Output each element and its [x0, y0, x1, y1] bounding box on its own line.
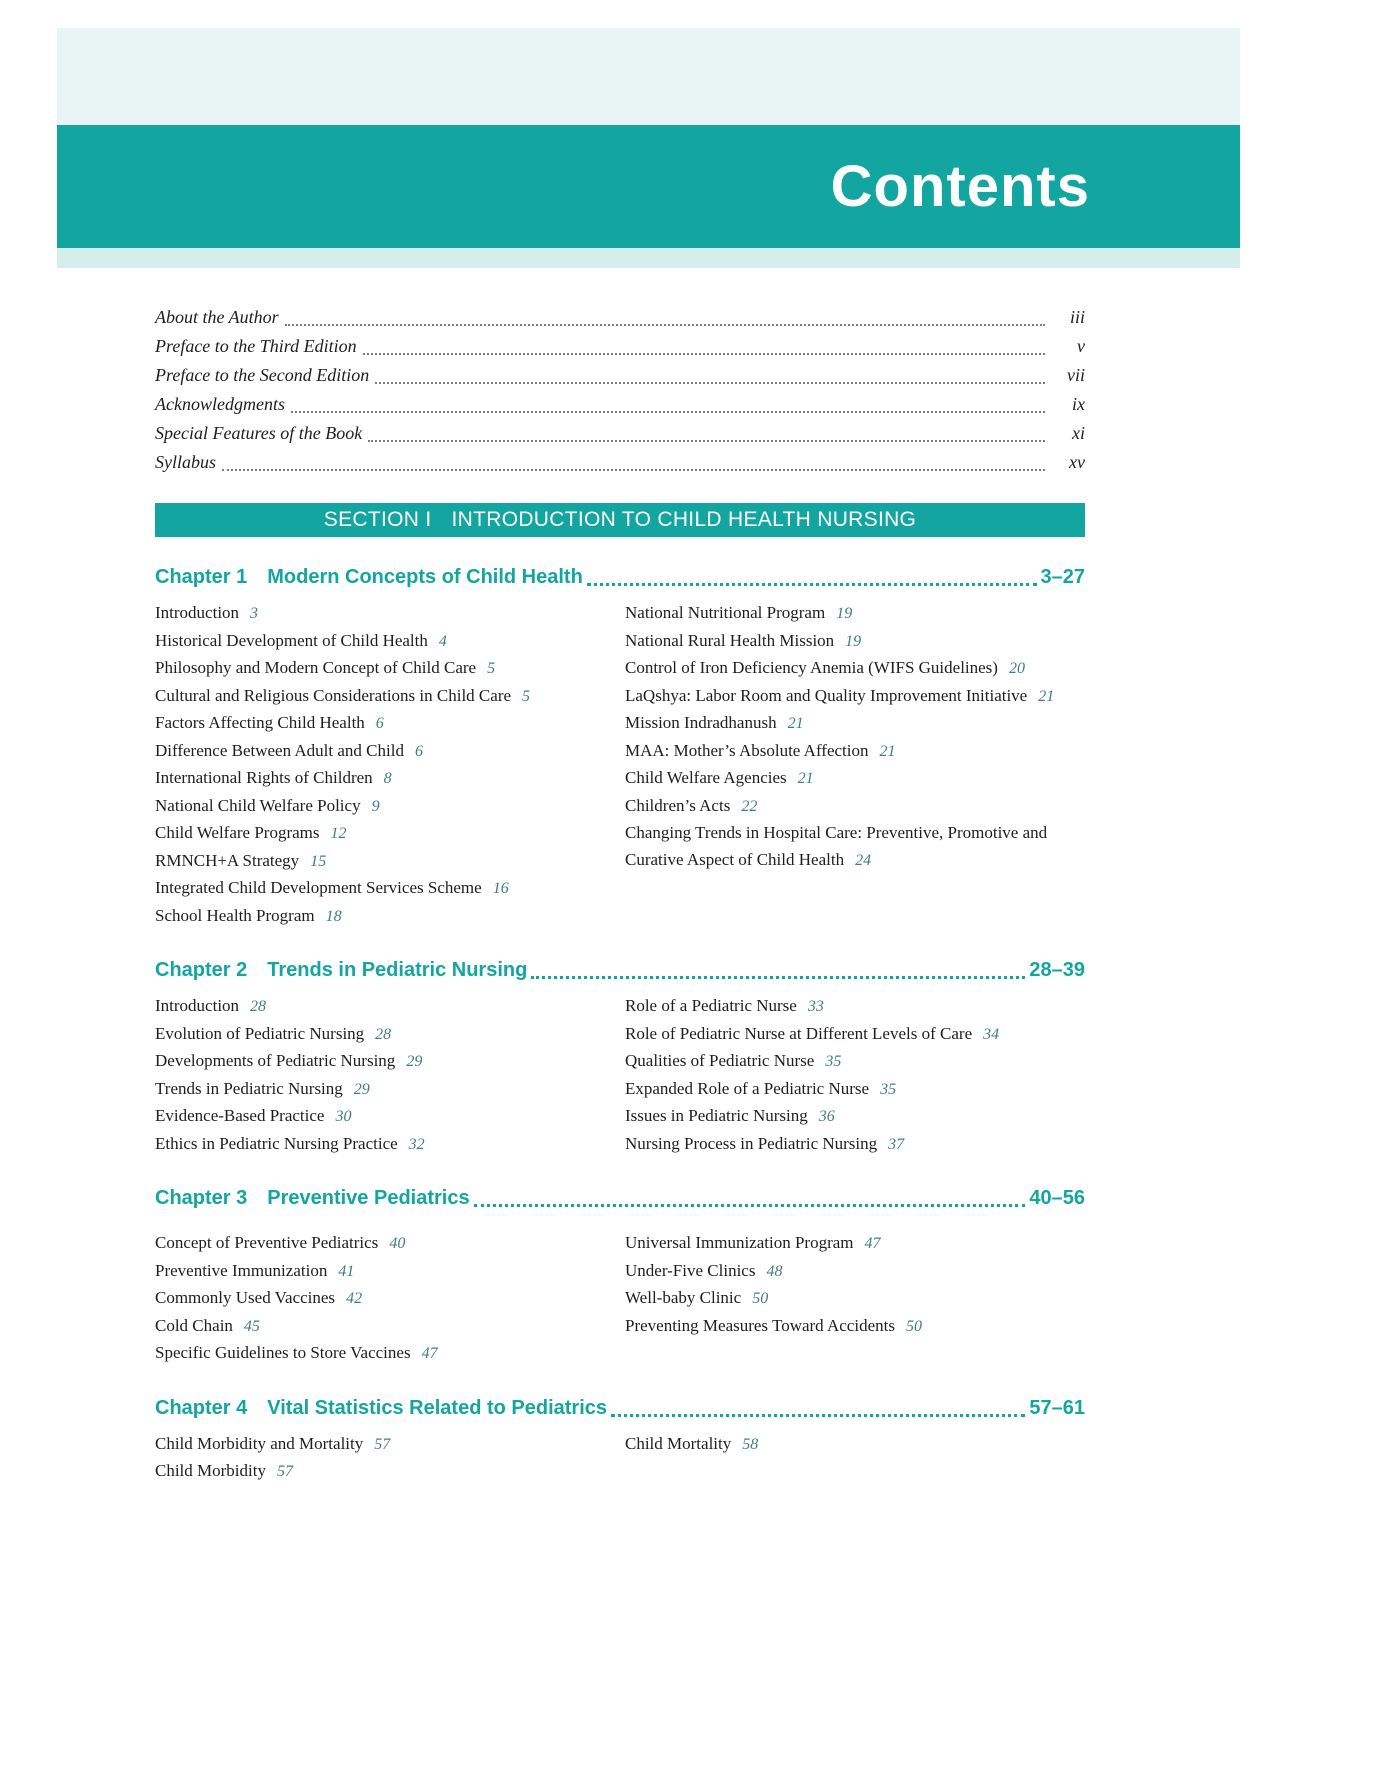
topic-page: 21 — [1038, 687, 1055, 705]
topic-row — [625, 765, 1085, 793]
topic-page: 3 — [250, 605, 259, 622]
topic-label: Integrated Child Development Services Scheme — [155, 878, 482, 897]
topic-page: 21 — [787, 715, 804, 732]
front-matter-label: Preface to the Second Edition — [155, 365, 370, 385]
topic-row — [155, 738, 600, 766]
topic-label: Child Mortality — [625, 1433, 732, 1453]
topic-label: Historical Development of Child Health — [155, 630, 428, 650]
topic-row — [155, 1230, 600, 1258]
topic-page: 35 — [880, 1080, 897, 1098]
topic-page: 29 — [406, 1053, 423, 1070]
leader-dots — [291, 411, 1045, 413]
chapter-topics — [155, 993, 1085, 1158]
topics-column-left — [155, 1230, 600, 1368]
topic-row — [625, 1313, 1085, 1341]
topic-page: 42 — [346, 1290, 363, 1307]
topic-row — [155, 1048, 600, 1076]
topic-page: 19 — [836, 605, 853, 622]
topic-page: 4 — [438, 632, 447, 650]
chapter-block — [155, 957, 1085, 1158]
topic-page: 30 — [335, 1108, 352, 1125]
topic-row — [155, 1285, 600, 1313]
topic-label: Trends in Pediatric Nursing — [155, 1078, 343, 1098]
chapter-leader-dots — [474, 1204, 1026, 1207]
topic-label: Child Morbidity — [155, 1461, 266, 1480]
topic-row — [625, 683, 1085, 711]
topic-page: 22 — [741, 797, 758, 815]
section-label: SECTION I — [323, 508, 432, 531]
topic-row — [155, 848, 600, 876]
topic-page: 29 — [353, 1080, 370, 1098]
leader-dots — [363, 353, 1045, 355]
topic-page: 32 — [408, 1135, 425, 1153]
chapter-page-range: 3–27 — [1040, 566, 1085, 588]
topic-page: 12 — [330, 825, 347, 842]
topic-row — [625, 1021, 1085, 1049]
chapter-leader-dots — [531, 976, 1025, 979]
topic-page: 36 — [818, 1108, 835, 1125]
chapter-heading — [155, 957, 1085, 984]
topic-row — [625, 1431, 1085, 1459]
chapter-block — [155, 564, 1085, 930]
front-matter-page: ix — [1072, 394, 1085, 414]
topic-page: 50 — [905, 1317, 922, 1335]
topic-label: Evidence-Based Practice — [155, 1106, 325, 1125]
topic-row — [155, 1131, 600, 1159]
topic-page: 45 — [243, 1317, 260, 1335]
topic-label: Issues in Pediatric Nursing — [625, 1106, 808, 1125]
topic-page: 50 — [752, 1290, 769, 1307]
topic-label: National Rural Health Mission — [625, 630, 835, 650]
leader-dots — [375, 382, 1045, 384]
topics-column-right — [625, 993, 1085, 1158]
topics-column-left — [155, 993, 600, 1158]
topic-label: School Health Program — [155, 905, 315, 925]
topic-label: Child Welfare Programs — [155, 823, 320, 842]
banner-accent-strip — [57, 248, 1240, 268]
topic-page: 5 — [522, 687, 531, 705]
topic-label: Cultural and Religious Considerations in Child Care — [155, 685, 512, 705]
topic-page: 6 — [414, 742, 423, 760]
topic-row — [155, 765, 600, 793]
topic-row — [155, 1258, 600, 1286]
chapter-heading — [155, 1185, 1085, 1212]
topic-label: Commonly Used Vaccines — [155, 1288, 336, 1307]
front-matter-row — [155, 332, 1085, 361]
banner-top-tint — [57, 28, 1240, 125]
topic-row — [625, 1285, 1085, 1313]
topic-label: International Rights of Children — [155, 768, 373, 787]
topic-page: 57 — [276, 1463, 293, 1480]
chapter-list — [155, 564, 1085, 1486]
front-matter-page: xi — [1072, 423, 1085, 443]
topic-row — [625, 1048, 1085, 1076]
chapter-block — [155, 1395, 1085, 1486]
topic-page: 48 — [766, 1262, 783, 1280]
topic-label: Well-baby Clinic — [625, 1288, 742, 1307]
topic-row — [155, 710, 600, 738]
topic-row — [625, 1103, 1085, 1131]
topic-row — [625, 600, 1085, 628]
topic-label: Role of Pediatric Nurse at Different Levels of Care — [625, 1023, 973, 1043]
chapter-title: Modern Concepts of Child Health — [267, 566, 583, 588]
topic-label: Evolution of Pediatric Nursing — [155, 1023, 365, 1043]
topics-column-right — [625, 1431, 1085, 1486]
front-matter-label: Syllabus — [155, 452, 216, 472]
topic-label: Expanded Role of a Pediatric Nurse — [625, 1078, 870, 1098]
topic-row — [155, 628, 600, 656]
front-matter-row — [155, 419, 1085, 448]
topic-page: 8 — [383, 770, 392, 787]
chapter-number: Chapter 1 — [155, 566, 248, 588]
topic-row — [625, 793, 1085, 821]
topic-page: 47 — [864, 1235, 881, 1252]
topic-label: Specific Guidelines to Store Vaccines — [155, 1343, 411, 1362]
topic-label: Qualities of Pediatric Nurse — [625, 1051, 815, 1070]
topic-label: MAA: Mother’s Absolute Affection — [625, 740, 869, 760]
topic-page: 47 — [421, 1345, 438, 1362]
page-title: Contents — [830, 154, 1090, 219]
topic-page: 9 — [371, 797, 380, 815]
chapter-leader-dots — [587, 583, 1037, 586]
topic-row — [155, 683, 600, 711]
topics-column-left — [155, 1431, 600, 1486]
front-matter-list — [155, 303, 1085, 477]
front-matter-row — [155, 448, 1085, 477]
front-matter-page: iii — [1069, 307, 1085, 327]
topic-label: Factors Affecting Child Health — [155, 713, 365, 732]
topic-row — [155, 1076, 600, 1104]
topic-label: Cold Chain — [155, 1315, 233, 1335]
topic-label: Role of a Pediatric Nurse — [625, 996, 797, 1015]
topic-label: Introduction — [155, 603, 240, 622]
topic-row — [155, 1458, 600, 1486]
topic-row — [155, 875, 600, 903]
topic-row — [155, 600, 600, 628]
topic-label: Introduction — [155, 996, 240, 1015]
topic-row — [155, 1103, 600, 1131]
topic-label: RMNCH+A Strategy — [155, 850, 300, 870]
topic-row — [625, 655, 1085, 683]
topics-column-right — [625, 1230, 1085, 1368]
front-matter-label: About the Author — [155, 307, 279, 327]
front-matter-row — [155, 361, 1085, 390]
leader-dots — [285, 324, 1045, 326]
topic-row — [155, 793, 600, 821]
topic-page: 21 — [797, 770, 814, 787]
front-matter-row — [155, 390, 1085, 419]
chapter-number: Chapter 4 — [155, 1396, 248, 1419]
topic-label: LaQshya: Labor Room and Quality Improvement Initiative — [625, 685, 1028, 705]
chapter-number: Chapter 3 — [155, 1187, 248, 1209]
front-matter-page: v — [1077, 336, 1085, 356]
topic-label: Child Morbidity and Mortality — [155, 1433, 364, 1453]
topic-page: 33 — [807, 998, 824, 1015]
topic-label: Control of Iron Deficiency Anemia (WIFS Guidelines) — [625, 658, 998, 677]
topic-label: National Child Welfare Policy — [155, 795, 361, 815]
section-title: INTRODUCTION TO CHILD HEALTH NURSING — [451, 508, 917, 531]
topic-label: Philosophy and Modern Concept of Child Care — [155, 658, 477, 677]
topic-label: Under-Five Clinics — [625, 1260, 756, 1280]
chapter-topics — [155, 1230, 1085, 1368]
chapter-page-range: 28–39 — [1029, 959, 1085, 981]
chapter-page-range: 40–56 — [1029, 1187, 1085, 1209]
topic-label: Nursing Process in Pediatric Nursing — [625, 1133, 878, 1153]
chapter-title: Trends in Pediatric Nursing — [267, 959, 528, 981]
front-matter-label: Preface to the Third Edition — [155, 336, 357, 356]
topic-label: Difference Between Adult and Child — [155, 740, 404, 760]
topic-label: Changing Trends in Hospital Care: Preventive, Promotive and Curative Aspect of Child Health — [625, 823, 1048, 869]
front-matter-label: Acknowledgments — [155, 394, 285, 414]
chapter-page-range: 57–61 — [1029, 1396, 1085, 1419]
topic-row — [625, 710, 1085, 738]
topic-label: Universal Immunization Program — [625, 1233, 854, 1252]
topics-column-right — [625, 600, 1085, 930]
topic-row — [625, 1230, 1085, 1258]
leader-dots — [222, 469, 1045, 471]
topic-page: 41 — [338, 1262, 355, 1280]
chapter-topics — [155, 600, 1085, 930]
topic-row — [155, 1021, 600, 1049]
topic-label: Mission Indradhanush — [625, 713, 777, 732]
topic-row — [155, 993, 600, 1021]
topic-page: 15 — [310, 852, 327, 870]
topic-page: 16 — [492, 880, 509, 897]
topic-row — [625, 993, 1085, 1021]
topic-label: Concept of Preventive Pediatrics — [155, 1233, 379, 1252]
topic-row — [625, 628, 1085, 656]
topic-page: 20 — [1008, 660, 1025, 677]
chapter-topics — [155, 1431, 1085, 1486]
chapter-leader-dots — [611, 1414, 1025, 1417]
topic-row — [625, 820, 1085, 874]
topic-page: 35 — [825, 1053, 842, 1070]
topic-label: Ethics in Pediatric Nursing Practice — [155, 1133, 398, 1153]
topic-row — [155, 1340, 600, 1368]
topic-page: 21 — [879, 742, 896, 760]
front-matter-label: Special Features of the Book — [155, 423, 363, 443]
topic-label: National Nutritional Program — [625, 603, 826, 622]
toc-content — [155, 303, 1085, 1486]
topic-row — [155, 820, 600, 848]
topic-page: 6 — [375, 715, 384, 732]
topic-page: 37 — [888, 1135, 905, 1153]
topic-page: 28 — [375, 1025, 392, 1043]
chapter-block — [155, 1185, 1085, 1368]
topic-label: Preventive Immunization — [155, 1260, 328, 1280]
topic-label: Developments of Pediatric Nursing — [155, 1051, 396, 1070]
topic-row — [155, 655, 600, 683]
topic-page: 57 — [374, 1435, 391, 1453]
section-header-bar — [155, 503, 1085, 537]
topic-page: 28 — [250, 998, 267, 1015]
topic-page: 5 — [487, 660, 496, 677]
front-matter-page: vii — [1067, 365, 1085, 385]
front-matter-page: xv — [1069, 452, 1085, 472]
topic-row — [625, 1131, 1085, 1159]
topic-page: 34 — [983, 1025, 1000, 1043]
topic-row — [155, 903, 600, 931]
topic-page: 24 — [855, 851, 872, 869]
chapter-heading — [155, 564, 1085, 591]
topic-row — [625, 1258, 1085, 1286]
topic-label: Child Welfare Agencies — [625, 768, 787, 787]
chapter-heading — [155, 1395, 1085, 1422]
topic-label: Children’s Acts — [625, 795, 731, 815]
topics-column-left — [155, 600, 600, 930]
chapter-title: Vital Statistics Related to Pediatrics — [267, 1396, 608, 1419]
topic-row — [625, 738, 1085, 766]
topic-row — [155, 1431, 600, 1459]
topic-page: 58 — [742, 1435, 759, 1453]
topic-row — [155, 1313, 600, 1341]
topic-row — [625, 1076, 1085, 1104]
chapter-title: Preventive Pediatrics — [267, 1187, 470, 1209]
topic-page: 18 — [325, 907, 342, 925]
front-matter-row — [155, 303, 1085, 332]
contents-banner — [57, 125, 1240, 248]
chapter-number: Chapter 2 — [155, 959, 248, 981]
topic-page: 40 — [389, 1235, 406, 1252]
topic-page: 19 — [845, 632, 862, 650]
topic-label: Preventing Measures Toward Accidents — [625, 1315, 895, 1335]
leader-dots — [368, 440, 1045, 442]
